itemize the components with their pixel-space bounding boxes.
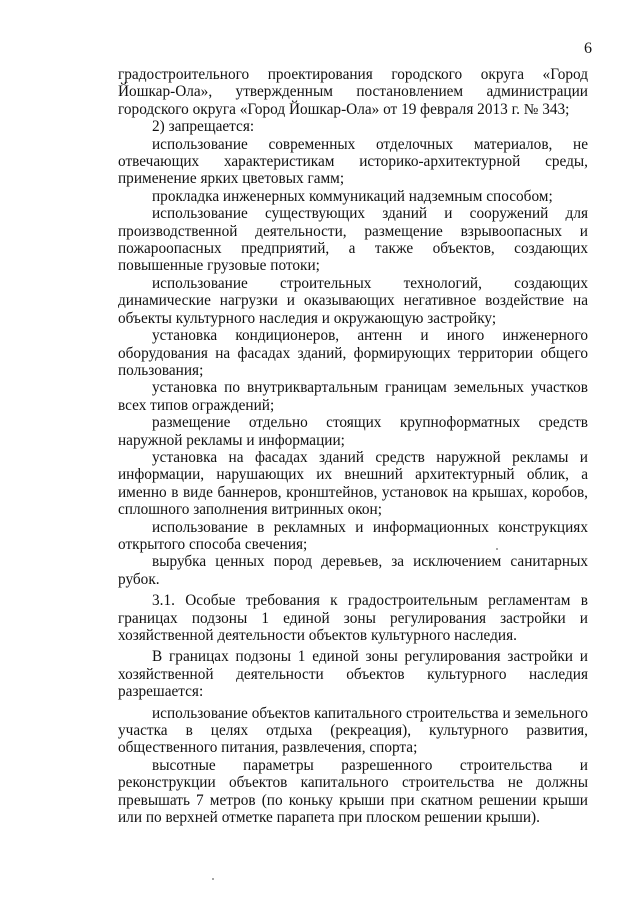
paragraph-permitted-use: использование объектов капитального строительства и земельного участка в целях отдыха (рекреация), культурного развития, общественного питания, развлечения, спорта; bbox=[118, 704, 588, 757]
paragraph-large-advertising: размещение отдельно стоящих крупноформатных средств наружной рекламы и информации; bbox=[118, 414, 588, 449]
scan-speck bbox=[496, 548, 498, 550]
paragraph-tree-felling: вырубка ценных пород деревьев, за исключением санитарных рубок. bbox=[118, 553, 588, 588]
list-item-prohibited-heading: 2) запрещается: bbox=[152, 118, 255, 136]
section-heading-3-1: 3.1. Особые требования к градостроительным регламентам в границах подзоны 1 единой зоны регулирования застройки и хозяйственной деятельности объектов культурного наследия. bbox=[118, 592, 588, 644]
scan-speck bbox=[212, 878, 214, 880]
paragraph-facade-advertising: установка на фасадах зданий средств наружной рекламы и информации, нарушающих их внешний архитектурный облик, а именно в виде баннеров, кронштейнов, установок на крышах, коробов, сплошного заполнения витринных окон; bbox=[118, 448, 588, 519]
page-number: 6 bbox=[584, 40, 592, 57]
paragraph-continuation: градостроительного проектирования городского округа «Город Йошкар-Ола», утвержденным постановлением администрации городского округа «Город Йошкар-Ола» от 19 февраля 2013 г. № 343; bbox=[118, 66, 588, 118]
paragraph-facade-equipment: установка кондиционеров, антенн и иного инженерного оборудования на фасадах зданий, формирующих территории общего пользования; bbox=[118, 327, 588, 379]
paragraph-open-lighting: использование в рекламных и информационных конструкциях открытого способа свечения; bbox=[118, 518, 588, 553]
paragraph-construction-technologies: использование строительных технологий, создающих динамические нагрузки и оказывающих негативное воздействие на объекты культурного наследия и окружающую застройку; bbox=[118, 274, 588, 327]
paragraph-overhead-utilities: прокладка инженерных коммуникаций надземным способом; bbox=[152, 187, 553, 205]
paragraph-finishing-materials: использование современных отделочных материалов, не отвечающих характеристикам историко-архитектурной среды, применение ярких цветовых гамм; bbox=[118, 135, 588, 188]
paragraph-fences: установка по внутриквартальным границам земельных участков всех типов ограждений; bbox=[118, 379, 588, 414]
paragraph-height-limits: высотные параметры разрешенного строительства и реконструкции объектов капитального строительства не должны превышать 7 метров (по коньку крыши при скатном решении крыши или по верхней отметке парапета при плоском решении крыши). bbox=[118, 756, 588, 827]
paragraph-permitted-intro: В границах подзоны 1 единой зоны регулирования застройки и хозяйственной деятельности объектов культурного наследия разрешается: bbox=[118, 648, 588, 701]
document-body bbox=[118, 66, 588, 826]
paragraph-industrial-use: использование существующих зданий и сооружений для производственной деятельности, размещение взрывоопасных и пожароопасных предприятий, а также объектов, создающих повышенные грузовые потоки; bbox=[118, 205, 588, 275]
